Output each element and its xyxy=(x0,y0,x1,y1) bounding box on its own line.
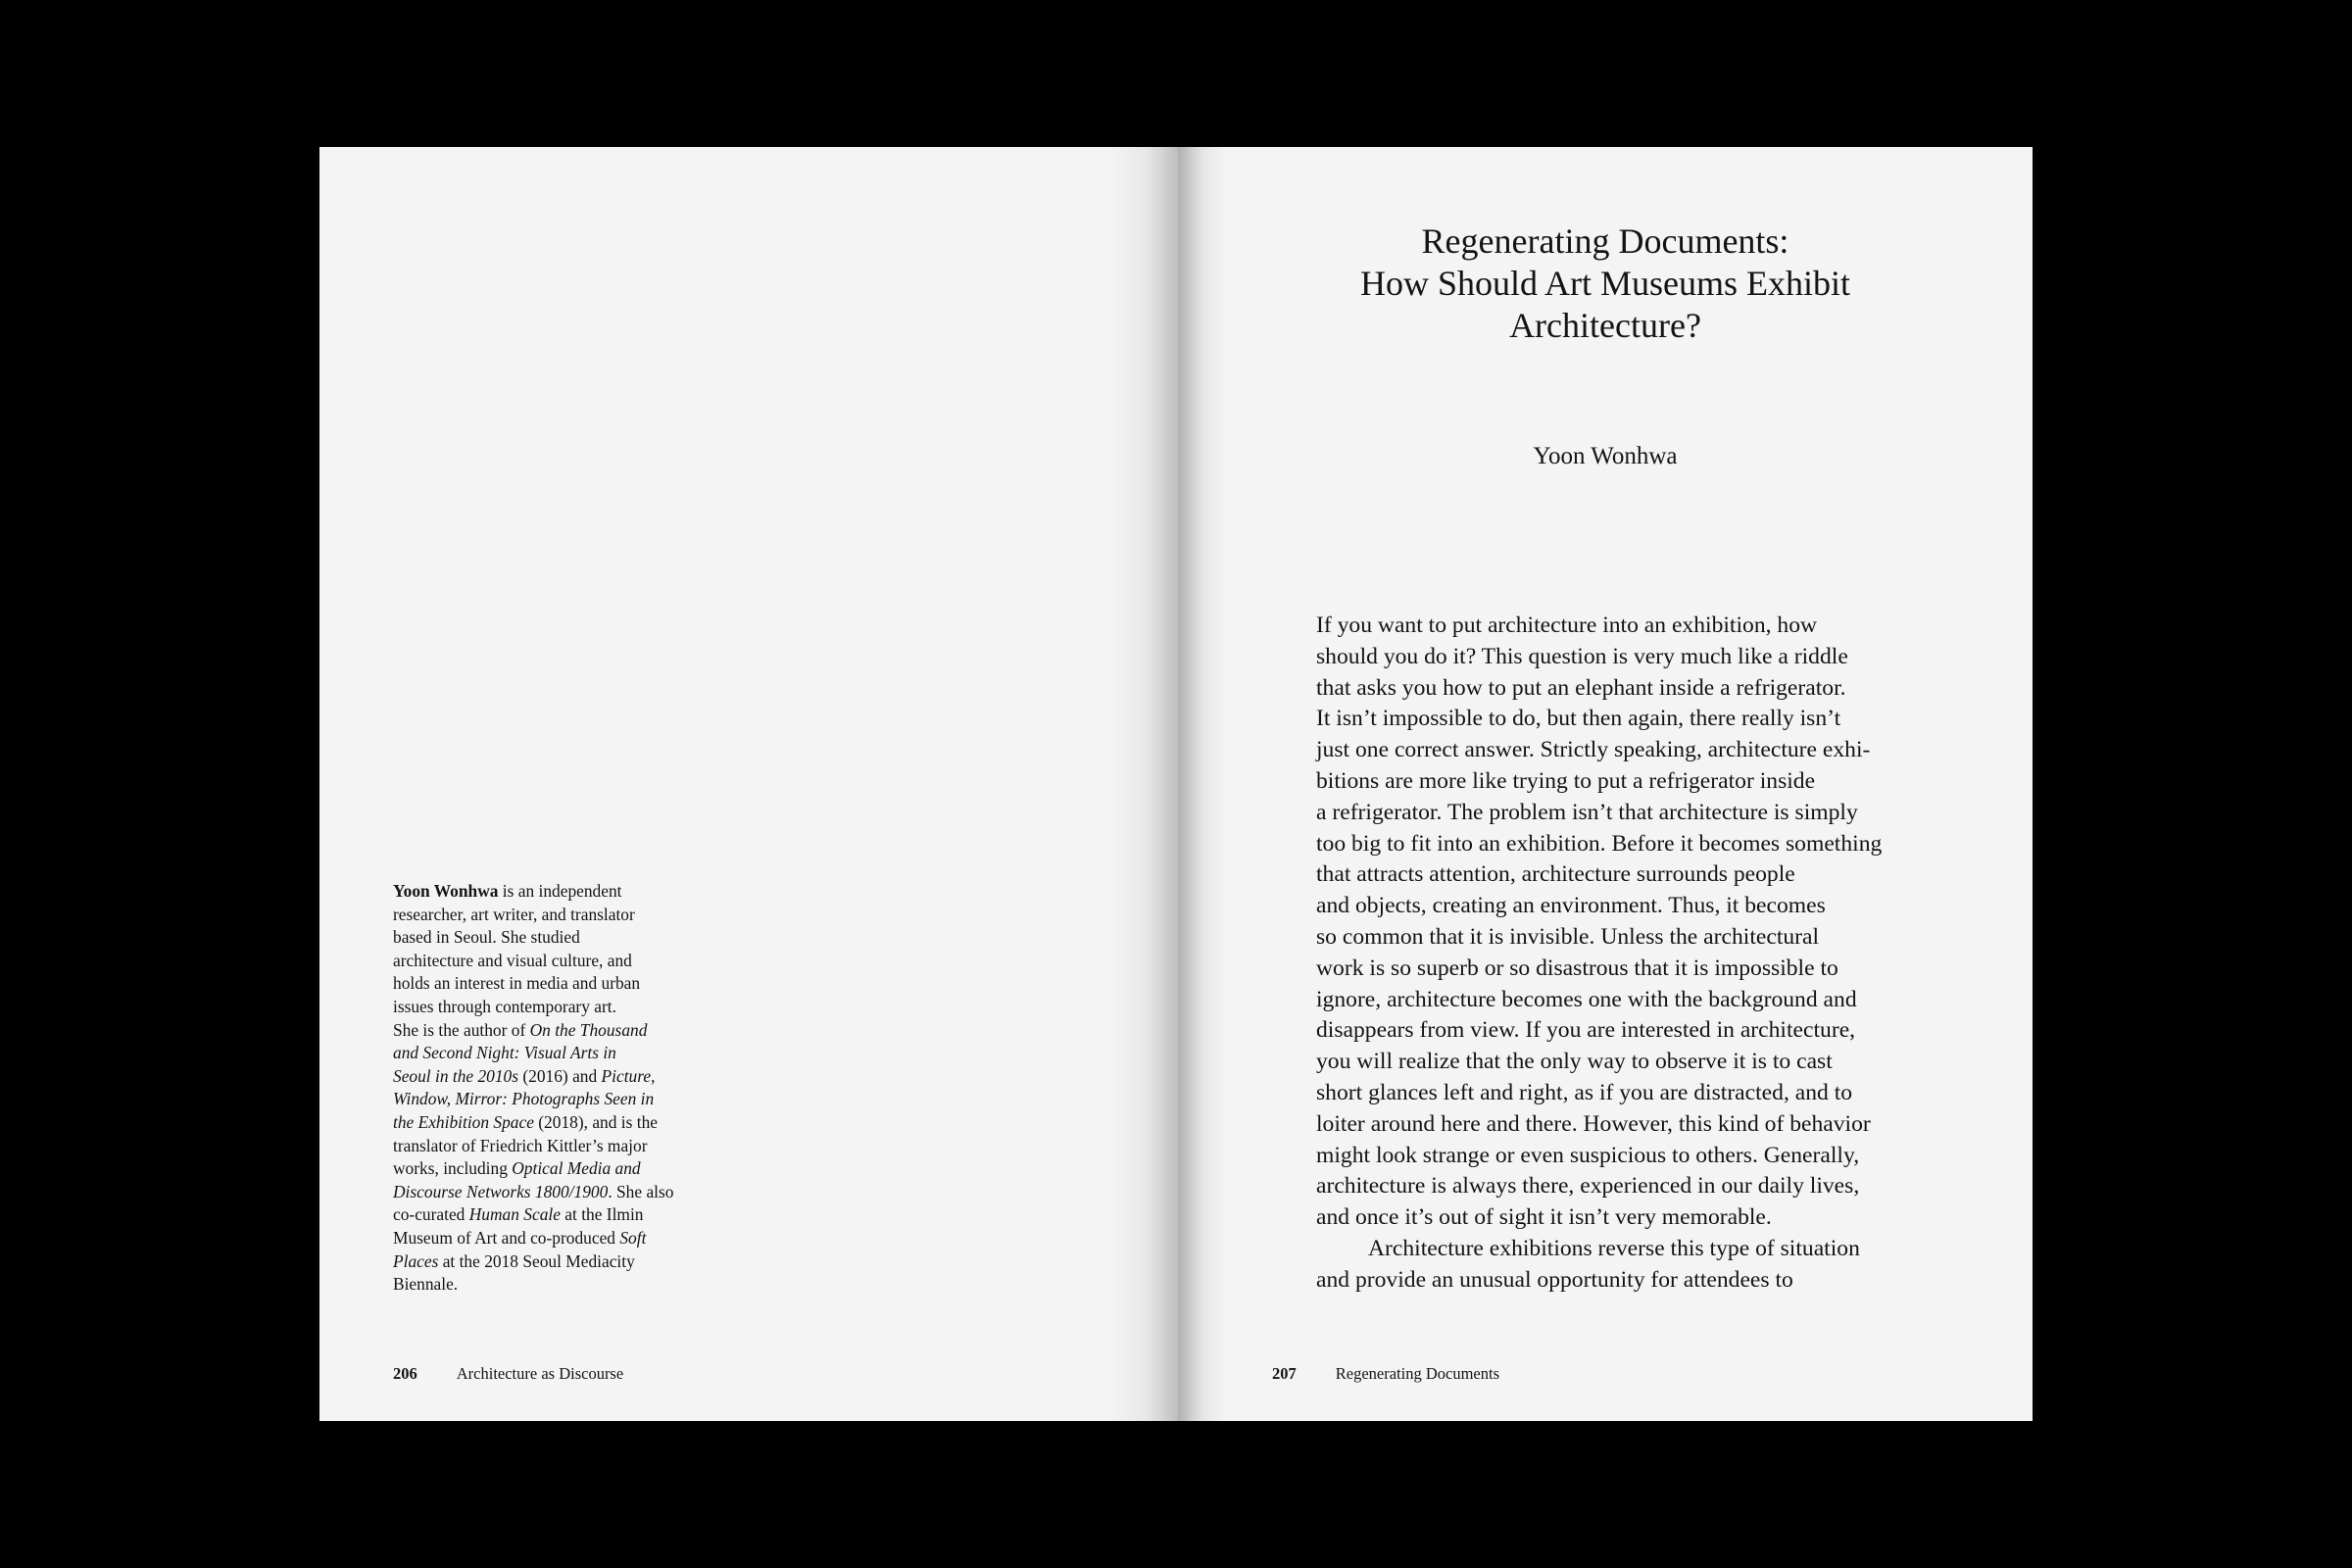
body-line: loiter around here and there. However, this kind of behavior xyxy=(1316,1110,1871,1137)
bio-text-run: Museum of Art and co-produced xyxy=(393,1227,620,1248)
body-line: that asks you how to put an elephant inside a refrigerator. xyxy=(1316,674,1846,701)
body-line: might look strange or even suspicious to others. Generally, xyxy=(1316,1142,1860,1168)
bio-line xyxy=(393,904,716,927)
folio-left xyxy=(393,1364,623,1384)
bio-text-run: holds an interest in media and urban xyxy=(393,973,641,994)
body-line: short glances left and right, as if you are distracted, and to xyxy=(1316,1079,1853,1105)
body-line: bitions are more like trying to put a refrigerator inside xyxy=(1316,767,1816,794)
bio-line xyxy=(393,1019,716,1043)
bio-text-run: Biennale. xyxy=(393,1274,459,1295)
body-line: so common that it is invisible. Unless the architectural xyxy=(1316,923,1820,950)
body-line: disappears from view. If you are interested in architecture, xyxy=(1316,1017,1856,1044)
body-line: and objects, creating an environment. Thus, it becomes xyxy=(1316,893,1826,919)
body-line: just one correct answer. Strictly speaking, architecture exhi- xyxy=(1316,737,1871,763)
bio-title-run: Soft xyxy=(619,1227,647,1248)
bio-line xyxy=(393,950,716,973)
bio-title-run: Human Scale xyxy=(468,1204,561,1225)
bio-title-run: Places xyxy=(393,1250,439,1271)
running-head-left: Architecture as Discourse xyxy=(456,1364,624,1383)
bio-text-run: researcher, art writer, and translator xyxy=(393,904,635,924)
body-line: and once it’s out of sight it isn’t very memorable. xyxy=(1316,1204,1772,1231)
bio-text-run: at the Ilmin xyxy=(560,1204,644,1225)
body-line: It isn’t impossible to do, but then again, there really isn’t xyxy=(1316,706,1841,732)
bio-text-run: based in Seoul. She studied xyxy=(393,927,580,948)
bio-title-run: and Second Night: Visual Arts in xyxy=(393,1043,616,1063)
bio-title-run: On the Thousand xyxy=(529,1019,648,1040)
page-number-left: 206 xyxy=(393,1364,417,1383)
bio-text-run: co-curated xyxy=(393,1204,469,1225)
title-line: Architecture? xyxy=(1509,306,1701,345)
bio-line xyxy=(393,1088,716,1111)
bio-line xyxy=(393,1065,716,1089)
bio-line xyxy=(393,1227,716,1250)
bio-name-run: Yoon Wonhwa xyxy=(393,881,499,901)
left-page xyxy=(319,147,1178,1421)
bio-text-run: . She also xyxy=(608,1181,674,1201)
bio-text-run: translator of Friedrich Kittler’s major xyxy=(393,1135,648,1155)
bio-line xyxy=(393,972,716,996)
body-line: architecture is always there, experienced in our daily lives, xyxy=(1316,1173,1860,1200)
bio-title-run: Picture, xyxy=(601,1065,656,1086)
bio-text-run: works, including xyxy=(393,1158,513,1179)
bio-text-run: She is the author of xyxy=(393,1019,530,1040)
body-line: Architecture exhibitions reverse this type of situation xyxy=(1368,1235,1860,1261)
essay-author: Yoon Wonhwa xyxy=(1533,443,1678,469)
body-line: you will realize that the only way to observe it is to cast xyxy=(1316,1049,1833,1075)
bio-text-run: (2016) and xyxy=(518,1065,602,1086)
bio-title-run: Optical Media and xyxy=(512,1158,641,1179)
bio-text-run: at the 2018 Seoul Mediacity xyxy=(438,1250,635,1271)
body-line: ignore, architecture becomes one with the background and xyxy=(1316,986,1857,1012)
bio-line xyxy=(393,1273,716,1297)
bio-line xyxy=(393,1111,716,1135)
body-line: and provide an unusual opportunity for attendees to xyxy=(1316,1266,1793,1293)
bio-line xyxy=(393,1157,716,1181)
bio-line xyxy=(393,1203,716,1227)
body-line: a refrigerator. The problem isn’t that architecture is simply xyxy=(1316,799,1858,825)
title-line: Regenerating Documents: xyxy=(1421,221,1789,261)
bio-line xyxy=(393,996,716,1019)
essay-body xyxy=(1316,611,1963,1297)
bio-text-run: issues through contemporary art. xyxy=(393,996,616,1016)
body-line: work is so superb or so disastrous that it is impossible to xyxy=(1316,955,1838,981)
bio-text-run: architecture and visual culture, and xyxy=(393,950,632,970)
bio-line xyxy=(393,1135,716,1158)
right-page xyxy=(1178,147,2033,1421)
bio-line xyxy=(393,926,716,950)
bio-title-run: Seoul in the 2010s xyxy=(393,1065,519,1086)
running-head-right: Regenerating Documents xyxy=(1335,1364,1499,1383)
bio-title-run: Discourse Networks 1800/1900 xyxy=(393,1181,609,1201)
bio-line xyxy=(393,1042,716,1065)
body-line: should you do it? This question is very much like a riddle xyxy=(1316,643,1848,669)
bio-line xyxy=(393,1181,716,1204)
bio-title-run: the Exhibition Space xyxy=(393,1111,534,1132)
gutter-shadow-left xyxy=(1109,147,1178,1421)
author-bio xyxy=(393,880,716,1297)
body-line: that attracts attention, architecture surrounds people xyxy=(1316,861,1795,888)
title-line: How Should Art Museums Exhibit xyxy=(1359,264,1851,303)
bio-title-run: Window, Mirror: Photographs Seen in xyxy=(393,1089,655,1109)
page-number-right: 207 xyxy=(1272,1364,1297,1383)
essay-title xyxy=(1178,220,2033,347)
bio-text-run: (2018), and is the xyxy=(533,1111,658,1132)
body-line: If you want to put architecture into an exhibition, how xyxy=(1316,612,1818,638)
folio-right xyxy=(1272,1364,1499,1384)
bio-line xyxy=(393,1250,716,1274)
bio-text-run: is an independent xyxy=(498,881,622,901)
body-line: too big to fit into an exhibition. Before it becomes something xyxy=(1316,830,1883,857)
bio-line xyxy=(393,880,716,904)
